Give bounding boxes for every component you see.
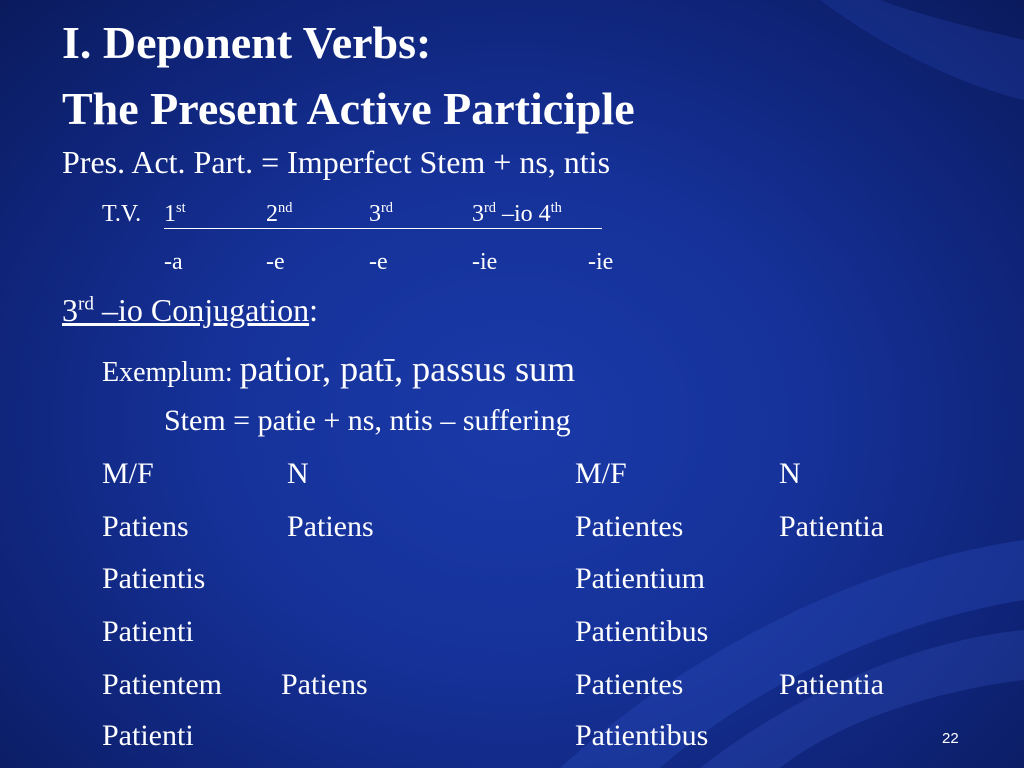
tv-vowel-2: -e (266, 249, 285, 275)
table-header-mf-singular: M/F (102, 457, 154, 490)
tv-header-3rd-io-4th: 3rd –io 4th (472, 200, 562, 227)
tv-header-underline (164, 228, 602, 229)
tv-header-3rd: 3rd (369, 200, 393, 227)
conjugation-heading: 3rd –io Conjugation: (62, 292, 318, 328)
table-cell: Patientis (102, 562, 206, 595)
tv-vowel-1: -a (164, 249, 183, 275)
slide-title-line2: The Present Active Participle (62, 83, 635, 134)
tv-header-2nd: 2nd (266, 200, 293, 227)
exemplum-word: patior, patī, passus sum (239, 349, 576, 389)
tv-vowel-3: -e (369, 249, 388, 275)
table-header-n-plural: N (779, 457, 801, 490)
tv-vowel-4: -ie (472, 249, 498, 275)
table-header-mf-plural: M/F (575, 457, 627, 490)
table-cell: Patienti (102, 719, 194, 752)
slide-title-line1: I. Deponent Verbs: (62, 17, 432, 68)
table-cell: Patientia (779, 510, 884, 543)
table-cell: Patientia (779, 668, 884, 701)
table-cell: Patientibus (575, 719, 709, 752)
table-cell: Patientem (102, 668, 222, 701)
tv-header-row (164, 201, 602, 231)
table-cell: Patienti (102, 615, 194, 648)
stem-line: Stem = patie + ns, ntis – suffering (164, 404, 571, 437)
table-cell: Patientibus (575, 615, 709, 648)
table-cell: Patiens (287, 510, 374, 543)
tv-header-1st: 1st (164, 200, 186, 227)
formula-text: Pres. Act. Part. = Imperfect Stem + ns, ntis (62, 144, 611, 180)
tv-label: T.V. (102, 201, 142, 227)
table-header-n-singular: N (287, 457, 309, 490)
table-cell: Patiens (102, 510, 189, 543)
table-cell: Patientium (575, 562, 705, 595)
exemplum-line (102, 348, 575, 390)
table-cell: Patientes (575, 510, 684, 543)
tv-vowel-5: -ie (588, 249, 614, 275)
table-cell: Patientes (575, 668, 684, 701)
page-number: 22 (942, 730, 959, 747)
exemplum-label: Exemplum: (102, 357, 240, 388)
table-cell: Patiens (281, 668, 368, 701)
